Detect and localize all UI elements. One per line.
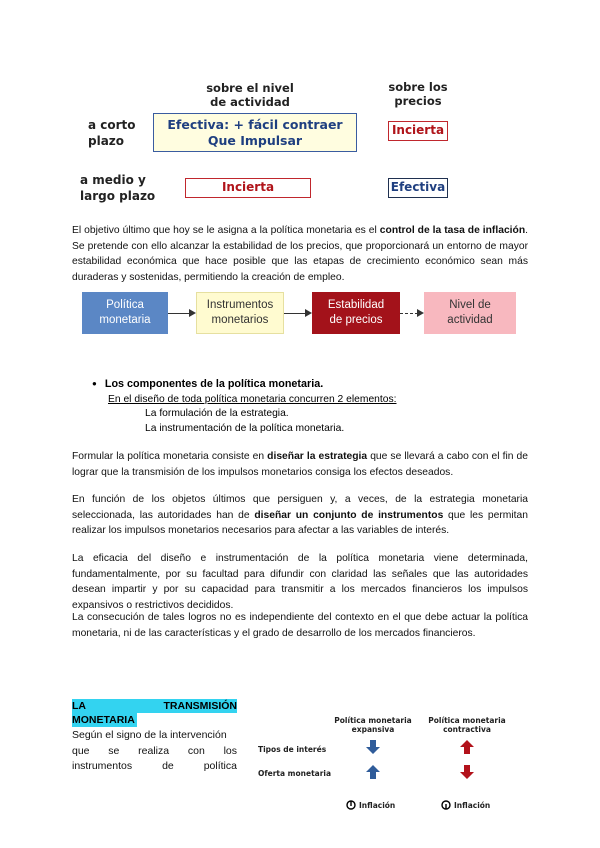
paragraph-strategy-bold: diseñar la estrategia bbox=[267, 451, 368, 462]
flow-box-activity bbox=[424, 292, 516, 334]
components-item-1: La formulación de la estrategia. bbox=[145, 408, 289, 419]
flow-box-price-stability bbox=[312, 292, 400, 334]
cell-short-term-prices: Incierta bbox=[388, 121, 448, 141]
components-intro: En el diseño de toda política monetaria concurren 2 elementos: bbox=[108, 394, 397, 405]
transmission-word: de bbox=[162, 760, 174, 772]
paragraph-efficacy: La eficacia del diseño e instrumentación de la política monetaria viene determinada, fundamentalmente, por su facultad para difundir con claridad las señales que las autoridades desean impartir y por su capacidad para transmitir a los mercados financieros los impulsos expansivos o restrictivos decididos. bbox=[72, 553, 528, 611]
arrow-down-icon bbox=[366, 740, 380, 754]
figure-footer-expansive bbox=[346, 800, 395, 810]
cell-short-term-activity-line2: Que Impulsar bbox=[207, 133, 303, 148]
flow-box-instruments-line2: monetarios bbox=[211, 314, 269, 326]
paragraph-instruments bbox=[72, 492, 528, 539]
transmission-word: que bbox=[72, 744, 90, 757]
cell-short-term-activity-line1: Efectiva: + fácil contraer bbox=[167, 117, 343, 132]
flow-arrow-3-dashed bbox=[400, 313, 418, 314]
flow-box-price-stability-line2: de precios bbox=[329, 314, 383, 326]
transmission-word: se bbox=[108, 744, 120, 757]
paragraph-instruments-pre: En función de los objetos últimos que persiguen y, a veces, de la estrategia monetaria seleccionada, las autoridades han de bbox=[72, 494, 528, 521]
paragraph-objective-post: . Se pretende con ello alcanzar la estabilidad de los precios, que proporcionará un entorno de mayor estabilidad económica que hace posible que las etapas de crecimiento económico sean más duraderas y sostenidas, permitiendo la creación de empleo. bbox=[72, 225, 528, 283]
col-header-activity-line1: sobre el nivel bbox=[206, 81, 294, 95]
col-header-prices bbox=[368, 80, 468, 108]
transmission-title-word-3: MONETARIA bbox=[72, 714, 135, 726]
row-label-long-term-line2: largo plazo bbox=[80, 189, 156, 203]
flow-box-policy bbox=[82, 292, 168, 334]
transmission-body-line-1 bbox=[72, 728, 237, 744]
cell-long-term-activity: Incierta bbox=[185, 178, 311, 198]
figure-col-contractive-line1: Política monetaria bbox=[428, 716, 506, 725]
paragraph-strategy bbox=[72, 449, 528, 480]
flow-box-price-stability-line1: Estabilidad bbox=[327, 299, 385, 311]
paragraph-instruments-bold: diseñar un conjunto de instrumentos bbox=[254, 509, 444, 521]
figure-footer-contractive-label: Inflación bbox=[454, 800, 491, 810]
paragraph-strategy-post: que se llevará a cabo con el fin de lograr que la transmisión de los impulsos monetarios consiga los efectos deseados. bbox=[72, 451, 528, 478]
col-header-prices-line2: precios bbox=[394, 94, 442, 108]
figure-footer-contractive bbox=[441, 800, 490, 810]
flow-box-instruments bbox=[196, 292, 284, 334]
row-label-long-term-line1: a medio y bbox=[80, 173, 146, 187]
paragraph-objective bbox=[72, 223, 528, 285]
components-heading: Los componentes de la política monetaria. bbox=[104, 378, 324, 390]
flow-arrowhead-2 bbox=[305, 309, 312, 317]
flow-box-policy-line2: monetaria bbox=[99, 314, 151, 326]
transmission-word: los bbox=[223, 744, 237, 757]
components-item-2: La instrumentación de la política monetaria. bbox=[145, 423, 345, 434]
cell-short-term-activity bbox=[153, 113, 357, 152]
transmission-title-line2 bbox=[72, 713, 137, 727]
flow-box-activity-line2: actividad bbox=[447, 314, 493, 326]
transmission-title-word-1: LA bbox=[72, 700, 86, 712]
figure-col-expansive-line1: Política monetaria bbox=[334, 716, 412, 725]
paragraph-context: La consecución de tales logros no es independiente del contexto en el que debe actuar la política monetaria, ni de las características y el grado de desarrollo de los mercados financieros. bbox=[72, 612, 528, 639]
figure-footer-expansive-label: Inflación bbox=[359, 800, 396, 810]
arrow-up-icon bbox=[366, 765, 380, 779]
col-header-prices-line1: sobre los bbox=[388, 80, 448, 94]
figure-row-money-supply: Oferta monetaria bbox=[258, 769, 332, 778]
row-label-long-term bbox=[80, 172, 160, 204]
inflation-up-icon bbox=[346, 800, 356, 810]
components-heading-row bbox=[92, 376, 512, 392]
flow-box-activity-line1: Nivel de bbox=[449, 299, 491, 311]
flow-arrow-2 bbox=[284, 313, 306, 314]
flow-arrow-1 bbox=[168, 313, 190, 314]
arrow-down-icon bbox=[460, 765, 474, 779]
transmission-title-line1 bbox=[72, 699, 237, 713]
flow-arrowhead-1 bbox=[189, 309, 196, 317]
transmission-word: política bbox=[203, 760, 237, 772]
transmission-word: realiza bbox=[138, 744, 170, 757]
transmission-body-line-1-text: Según el signo de la intervención bbox=[72, 729, 227, 741]
inflation-down-icon bbox=[441, 800, 451, 810]
transmission-body-line-2 bbox=[72, 744, 237, 760]
transmission-body bbox=[72, 728, 237, 775]
paragraph-objective-pre: El objetivo último que hoy se le asigna a la política monetaria es el bbox=[72, 225, 380, 236]
flow-box-policy-line1: Política bbox=[106, 299, 144, 311]
cell-long-term-prices: Efectiva bbox=[388, 178, 448, 198]
figure-col-contractive bbox=[425, 716, 509, 734]
paragraph-strategy-pre: Formular la política monetaria consiste en bbox=[72, 451, 268, 462]
transmission-word: con bbox=[187, 744, 205, 757]
row-label-short-term bbox=[88, 117, 158, 149]
bullet-icon: ● bbox=[92, 379, 97, 388]
col-header-activity-line2: de actividad bbox=[210, 95, 290, 109]
figure-col-contractive-line2: contractiva bbox=[443, 725, 491, 734]
row-label-short-term-line1: a corto bbox=[88, 118, 136, 132]
arrow-up-icon bbox=[460, 740, 474, 754]
row-label-short-term-line2: plazo bbox=[88, 134, 125, 148]
flow-box-instruments-line1: Instrumentos bbox=[206, 299, 274, 311]
figure-col-expansive-line2: expansiva bbox=[351, 725, 395, 734]
transmission-word: instrumentos bbox=[72, 760, 133, 772]
transmission-title-word-2: TRANSMISIÓN bbox=[163, 700, 237, 712]
figure-col-expansive bbox=[331, 716, 415, 734]
figure-row-interest: Tipos de interés bbox=[258, 745, 327, 754]
paragraph-objective-bold: control de la tasa de inflación bbox=[379, 225, 526, 236]
col-header-activity bbox=[195, 81, 305, 109]
paragraph-instruments-post: que les permitan realizar los impulsos monetarios necesarios para afectar a las variables de interés. bbox=[72, 509, 528, 537]
transmission-body-line-3 bbox=[72, 759, 237, 775]
flow-arrowhead-3 bbox=[417, 309, 424, 317]
